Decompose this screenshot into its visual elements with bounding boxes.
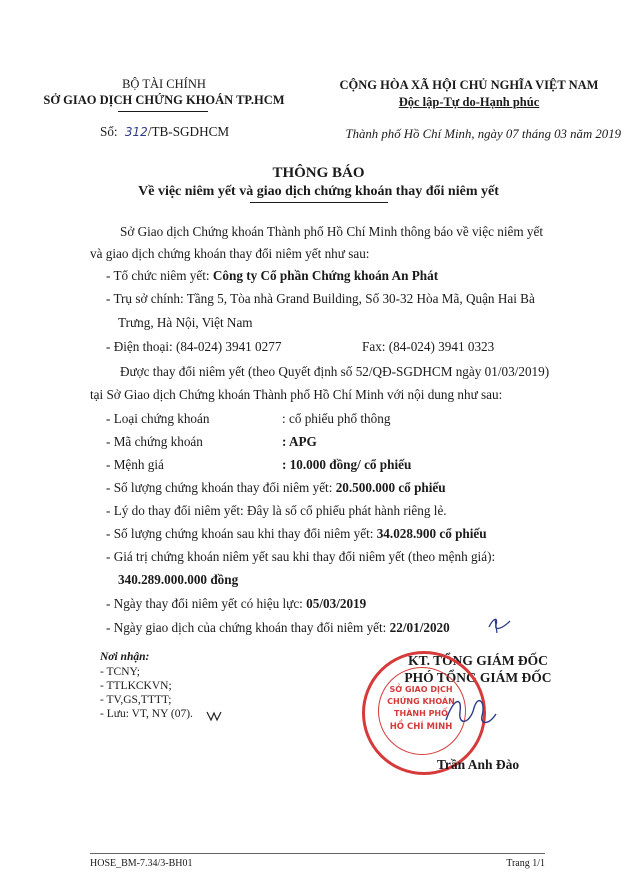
trading-date-value: 22/01/2020 <box>389 620 450 635</box>
intro-line-1: Sở Giao dịch Chứng khoán Thành phố Hồ Chí Minh thông báo về việc niêm yết <box>120 224 544 239</box>
detail-label: - Mã chứng khoán <box>106 434 203 449</box>
handwritten-signature <box>440 690 500 736</box>
effective-date <box>106 596 366 612</box>
headquarters-line-2: Trưng, Hà Nội, Việt Nam <box>118 315 253 330</box>
agency-underline <box>118 111 208 112</box>
quantity-after-label: - Số lượng chứng khoán sau khi thay đổi niêm yết: <box>106 526 377 541</box>
document-number-suffix: /TB-SGDHCM <box>147 124 230 139</box>
subtitle-underline <box>250 202 388 203</box>
handwritten-initial-mark <box>486 613 514 635</box>
recipient-item: - TCNY; <box>100 666 140 678</box>
change-line-1: Được thay đổi niêm yết (theo Quyết định số 52/QĐ-SGDHCM ngày 01/03/2019) <box>120 364 550 379</box>
document-number-prefix: Số: <box>100 124 118 139</box>
quantity-after <box>106 526 487 542</box>
notice-title: THÔNG BÁO <box>272 165 365 181</box>
signature-title-1: KT. TỔNG GIÁM ĐỐC <box>408 653 548 668</box>
trading-date <box>106 620 450 636</box>
change-reason: - Lý do thay đổi niêm yết: Đây là số cổ phiếu phát hành riêng lẻ. <box>106 503 447 518</box>
stamp-text: SỞ GIAO DỊCH <box>389 685 453 694</box>
stamp-text: HỒ CHÍ MINH <box>389 722 453 732</box>
footer-divider <box>90 853 545 854</box>
signer-name: Trần Anh Đào <box>436 757 520 772</box>
headquarters-line-1: - Trụ sở chính: Tầng 5, Tòa nhà Grand Building, Số 30-32 Hòa Mã, Quận Hai Bà <box>106 291 535 306</box>
effective-date-label: - Ngày thay đổi niêm yết có hiệu lực: <box>106 596 307 611</box>
effective-date-value: 05/03/2019 <box>306 596 367 611</box>
place-date: Thành phố Hồ Chí Minh, ngày 07 tháng 03 năm 2019 <box>345 127 621 141</box>
recipients-heading: Nơi nhận: <box>100 651 150 663</box>
detail-value: : 10.000 đồng/ cổ phiếu <box>282 457 412 472</box>
agency-name: SỞ GIAO DỊCH CHỨNG KHOÁN TP.HCM <box>43 93 285 107</box>
stamp-text: CHỨNG KHOÁN <box>387 697 455 706</box>
national-motto: Độc lập-Tự do-Hạnh phúc <box>398 95 540 109</box>
signature-title-2: PHÓ TỔNG GIÁM ĐỐC <box>404 670 552 685</box>
detail-label: - Mệnh giá <box>106 457 164 472</box>
trading-date-label: - Ngày giao dịch của chứng khoán thay đổi niêm yết: <box>106 620 390 635</box>
quantity-change <box>106 480 446 496</box>
quantity-change-value: 20.500.000 cổ phiếu <box>335 480 446 495</box>
recipient-item: - Lưu: VT, NY (07). <box>100 708 193 720</box>
quantity-after-value: 34.028.900 cổ phiếu <box>376 526 487 541</box>
change-line-2: tại Sở Giao dịch Chứng khoán Thành phố Hồ Chí Minh với nội dung như sau: <box>90 387 503 402</box>
recipient-item: - TV,GS,TTTT; <box>100 694 172 706</box>
form-code: HOSE_BM-7.34/3-BH01 <box>90 858 193 869</box>
quantity-change-label: - Số lượng chứng khoán thay đổi niêm yết: <box>106 480 336 495</box>
value-after-label: - Giá trị chứng khoán niêm yết sau khi thay đổi niêm yết (theo mệnh giá): <box>106 549 496 564</box>
listed-organization <box>106 268 438 284</box>
initial-mark <box>206 710 222 722</box>
detail-value: : cổ phiếu phổ thông <box>282 411 391 426</box>
page-indicator: Trang 1/1 <box>506 858 545 869</box>
stamp-text: THÀNH PHỐ <box>394 709 448 718</box>
phone-number: - Điện thoại: (84-024) 3941 0277 <box>106 339 282 354</box>
intro-line-2: và giao dịch chứng khoán thay đổi niêm yết như sau: <box>90 246 370 261</box>
document-number-handwritten: 312 <box>124 125 148 139</box>
detail-value: : APG <box>282 434 317 449</box>
detail-label: - Loại chứng khoán <box>106 411 210 426</box>
notice-subtitle: Về việc niêm yết và giao dịch chứng khoán thay đổi niêm yết <box>138 184 499 199</box>
recipient-item: - TTLKCKVN; <box>100 680 172 692</box>
country-name: CỘNG HÒA XÃ HỘI CHỦ NGHĨA VIỆT NAM <box>339 78 599 92</box>
ministry-name: BỘ TÀI CHÍNH <box>122 77 206 91</box>
fax-number: Fax: (84-024) 3941 0323 <box>362 339 495 354</box>
listed-organization-value: Công ty Cổ phần Chứng khoán An Phát <box>212 268 439 283</box>
value-after-value: 340.289.000.000 đồng <box>118 572 239 587</box>
document-number <box>100 124 229 140</box>
listed-organization-label: - Tổ chức niêm yết: <box>106 268 213 283</box>
